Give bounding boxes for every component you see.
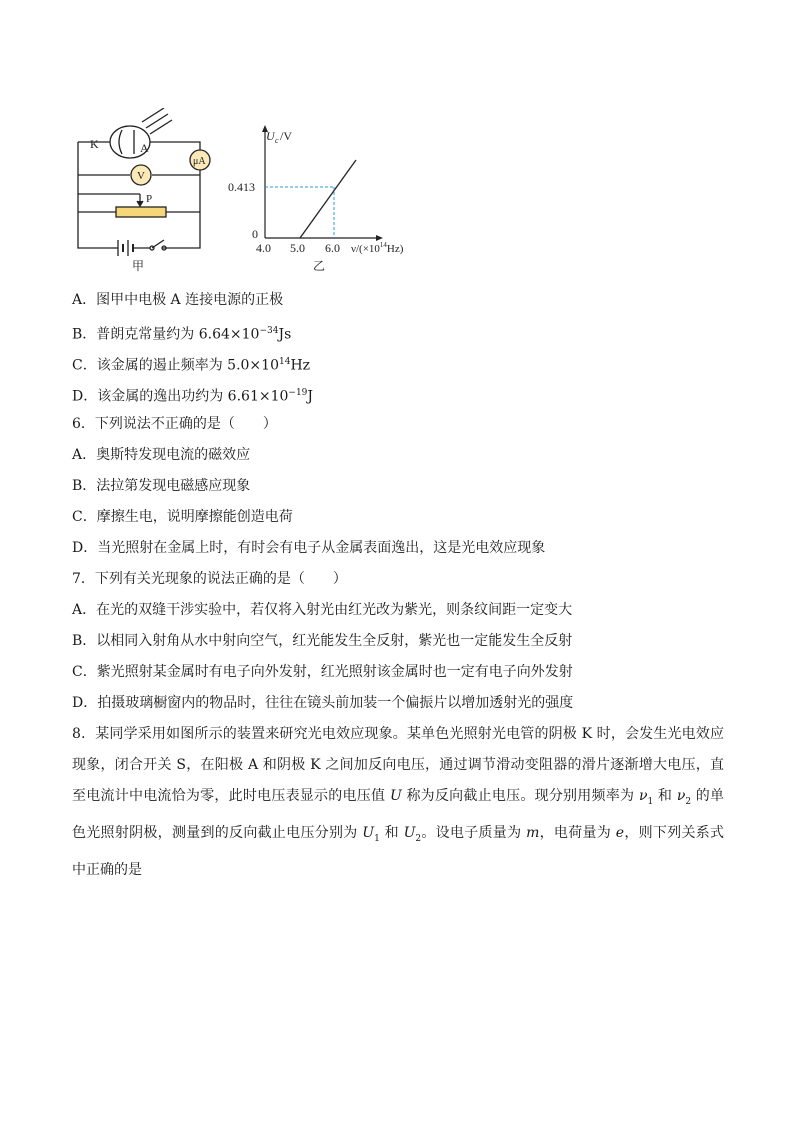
data-line [300, 160, 356, 238]
label-voltmeter: V [137, 170, 145, 182]
x-tick-label: 6.0 [325, 241, 340, 255]
x-tick-label: 4.0 [256, 241, 271, 255]
q6-option-a: A．奥斯特发现电流的磁效应 [72, 447, 251, 463]
x-axis-label: $\nu/(\times 10^{14}Hz)$ [351, 241, 404, 255]
q5-option-b: B．普朗克常量约为 $6.64\times 10^{-34}Js$ [72, 326, 292, 343]
q6-option-b: B．法拉第发现电磁感应现象 [72, 478, 251, 494]
q6-option-c: C．摩擦生电，说明摩擦能创造电荷 [72, 509, 293, 525]
q7-option-b: B．以相同入射角从水中射向空气，红光能发生全反射，紫光也一定能发生全反射 [72, 633, 573, 649]
figure-circuit-and-graph [60, 108, 440, 278]
q6-option-d: D．当光照射在金属上时，有时会有电子从金属表面逸出，这是光电效应现象 [72, 540, 546, 556]
q7-option-d: D．拍摄玻璃橱窗内的物品时，往往在镜头前加装一个偏振片以增加透射光的强度 [72, 695, 574, 711]
y-axis-label-sub: c [275, 136, 279, 145]
q7-option-c: C．紫光照射某金属时有电子向外发射，红光照射该金属时也一定有电子向外发射 [72, 664, 573, 680]
y-tick-label: 0.413 [228, 180, 255, 194]
rheostat [116, 207, 166, 217]
y-axis-label: U [266, 129, 275, 143]
caption-circuit: 甲 [132, 259, 145, 273]
q7-option-a: A．在光的双缝干涉实验中，若仅将入射光由红光改为紫光，则条纹间距一定变大 [72, 602, 573, 618]
q6-stem: 6．下列说法不正确的是（ ） [72, 416, 277, 432]
q8-stem: 8．某同学采用如图所示的装置来研究光电效应现象。某单色光照射光电管的阴极 K 时，会发生光电效应现象，闭合开关 S，在阳极 A 和阴极 K 之间加反向电压，通过调节滑动变阻器的滑片逐渐增大电压，直至电流计中电流恰为零，此时电压表显示的电压值 U 称为反向截止电压。现分别用频率为 $\nu_1$ 和 $\nu_2$ 的单色光照射阴极，测量到的反向截止电压分别为 $U_1$ 和 $U_2$。设电子质量为 m，电荷量为 e，则下列关系式中正确的是 [72, 726, 725, 878]
q5-option-d: D．该金属的逸出功约为 $6.61\times 10^{-19}J$ [72, 388, 314, 405]
label-K: K [90, 137, 99, 151]
circuit-labels [90, 137, 206, 273]
y-axis-unit: /V [280, 129, 292, 143]
label-A: A [140, 141, 149, 155]
label-P: P [146, 193, 153, 205]
caption-graph: 乙 [313, 259, 326, 273]
origin-label: 0 [252, 227, 258, 241]
label-microammeter: μA [193, 156, 206, 167]
q5-option-a: A．图甲中电极 A 连接电源的正极 [72, 292, 284, 308]
circuit-diagram [78, 108, 210, 256]
stopping-voltage-graph [228, 125, 404, 273]
x-tick-label: 5.0 [290, 241, 305, 255]
q5-option-c: C．该金属的遏止频率为 $5.0\times 10^{14}Hz$ [72, 357, 311, 374]
q7-stem: 7．下列有关光现象的说法正确的是（ ） [72, 571, 347, 587]
